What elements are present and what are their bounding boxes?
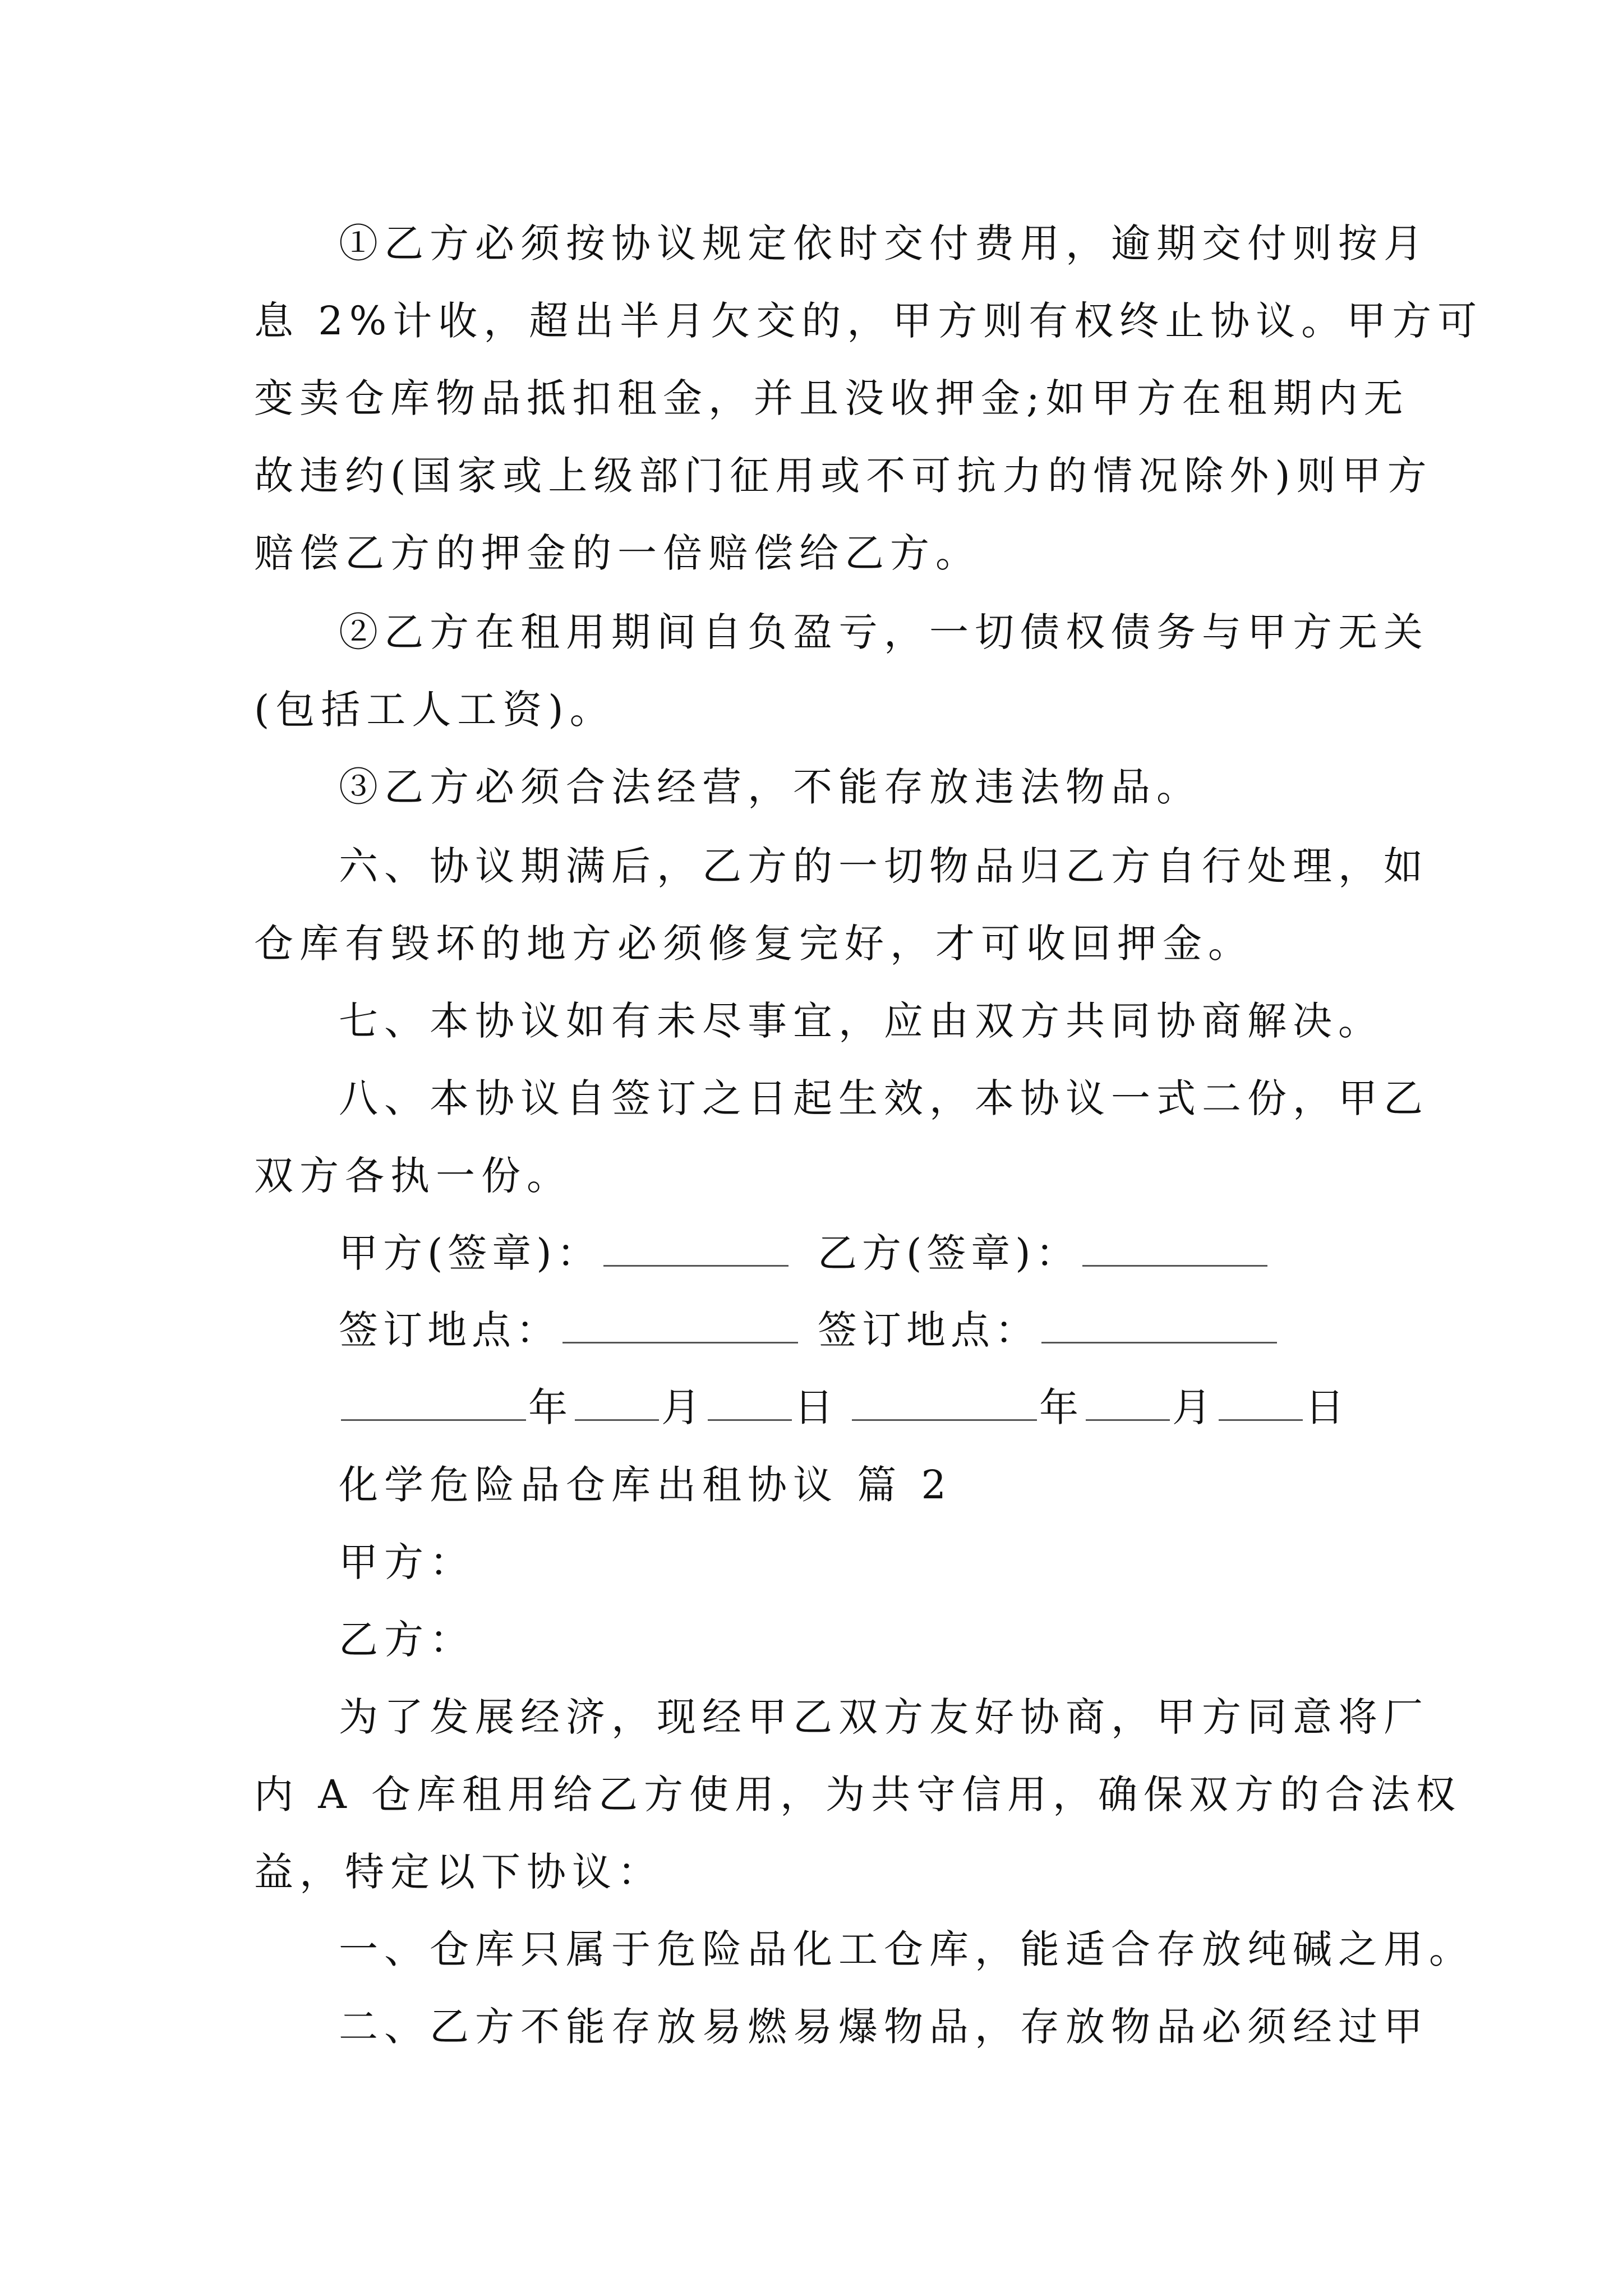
paragraph-clause-2-line-2: (包括工人工资)。 [254,687,615,733]
place-a-row [339,1291,800,1369]
party-b-signature-row [818,1214,1270,1292]
party-b-sign-blank [1082,1260,1267,1267]
party-a-line: 甲方： [339,1539,475,1585]
place-a-blank [562,1337,798,1343]
party-a-sign-blank [603,1260,789,1267]
part-2-section-1: 一、仓库只属于危险品化工仓库，能适合存放纯碱之用。 [339,1926,1474,1972]
place-b-row [818,1291,1279,1369]
date-a-day-label: 日 [794,1384,838,1430]
paragraph-section-6-line-2: 仓库有毁坏的地方必须修复完好，才可收回押金。 [254,921,1253,967]
paragraph-section-7: 七、本协议如有未尽事宜，应由双方共同协商解决。 [339,998,1384,1044]
date-a-day-blank [708,1415,792,1421]
paragraph-section-6-line-1: 六、协议期满后，乙方的一切物品归乙方自行处理，如 [339,843,1429,889]
date-b-year-label: 年 [1039,1384,1083,1430]
date-b-month-blank [1086,1415,1170,1421]
party-b-sign-label: 乙方(签章)： [818,1230,1080,1276]
party-b-line: 乙方： [339,1617,475,1663]
date-b-month-label: 月 [1172,1384,1216,1430]
section-title-part-2: 化学危险品仓库出租协议 篇 2 [339,1462,953,1508]
part-2-section-2-line-1: 二、乙方不能存放易燃易爆物品，存放物品必须经过甲 [339,2004,1429,2050]
date-a-year-blank [341,1415,526,1421]
paragraph-clause-1-line-4: 故违约(国家或上级部门征用或不可抗力的情况除外)则甲方 [254,453,1433,499]
date-a-month-label: 月 [661,1384,706,1430]
place-b-blank [1041,1337,1277,1343]
date-b-year-blank [852,1415,1037,1421]
intro-paragraph-line-2: 内 A 仓库租用给乙方使用，为共守信用，确保双方的合法权 [254,1772,1462,1818]
paragraph-clause-1-line-5: 赔偿乙方的押金的一倍赔偿给乙方。 [254,530,981,576]
paragraph-clause-1-line-1: ①乙方必须按协议规定依时交付费用，逾期交付则按月 [339,220,1429,266]
paragraph-clause-1-line-3: 变卖仓库物品抵扣租金，并且没收押金;如甲方在租期内无 [254,375,1409,421]
date-a-row [339,1369,838,1446]
date-b-day-blank [1219,1415,1303,1421]
paragraph-clause-3: ③乙方必须合法经营，不能存放违法物品。 [339,764,1202,810]
date-a-year-label: 年 [528,1384,573,1430]
paragraph-clause-2-line-1: ②乙方在租用期间自负盈亏，一切债权债务与甲方无关 [339,609,1429,655]
date-b-row [850,1369,1349,1446]
place-a-label: 签订地点： [339,1307,560,1353]
place-b-label: 签订地点： [818,1307,1039,1353]
intro-paragraph-line-3: 益，特定以下协议： [254,1849,663,1895]
date-a-month-blank [575,1415,659,1421]
date-b-day-label: 日 [1305,1384,1349,1430]
paragraph-clause-1-line-2: 息 2%计收，超出半月欠交的，甲方则有权终止协议。甲方可 [254,298,1483,344]
intro-paragraph-line-1: 为了发展经济，现经甲乙双方友好协商，甲方同意将厂 [339,1694,1429,1740]
party-a-signature-row [339,1214,791,1292]
party-a-sign-label: 甲方(签章)： [339,1230,601,1276]
paragraph-section-8-line-1: 八、本协议自签订之日起生效，本协议一式二份，甲乙 [339,1075,1429,1121]
paragraph-section-8-line-2: 双方各执一份。 [254,1153,572,1199]
